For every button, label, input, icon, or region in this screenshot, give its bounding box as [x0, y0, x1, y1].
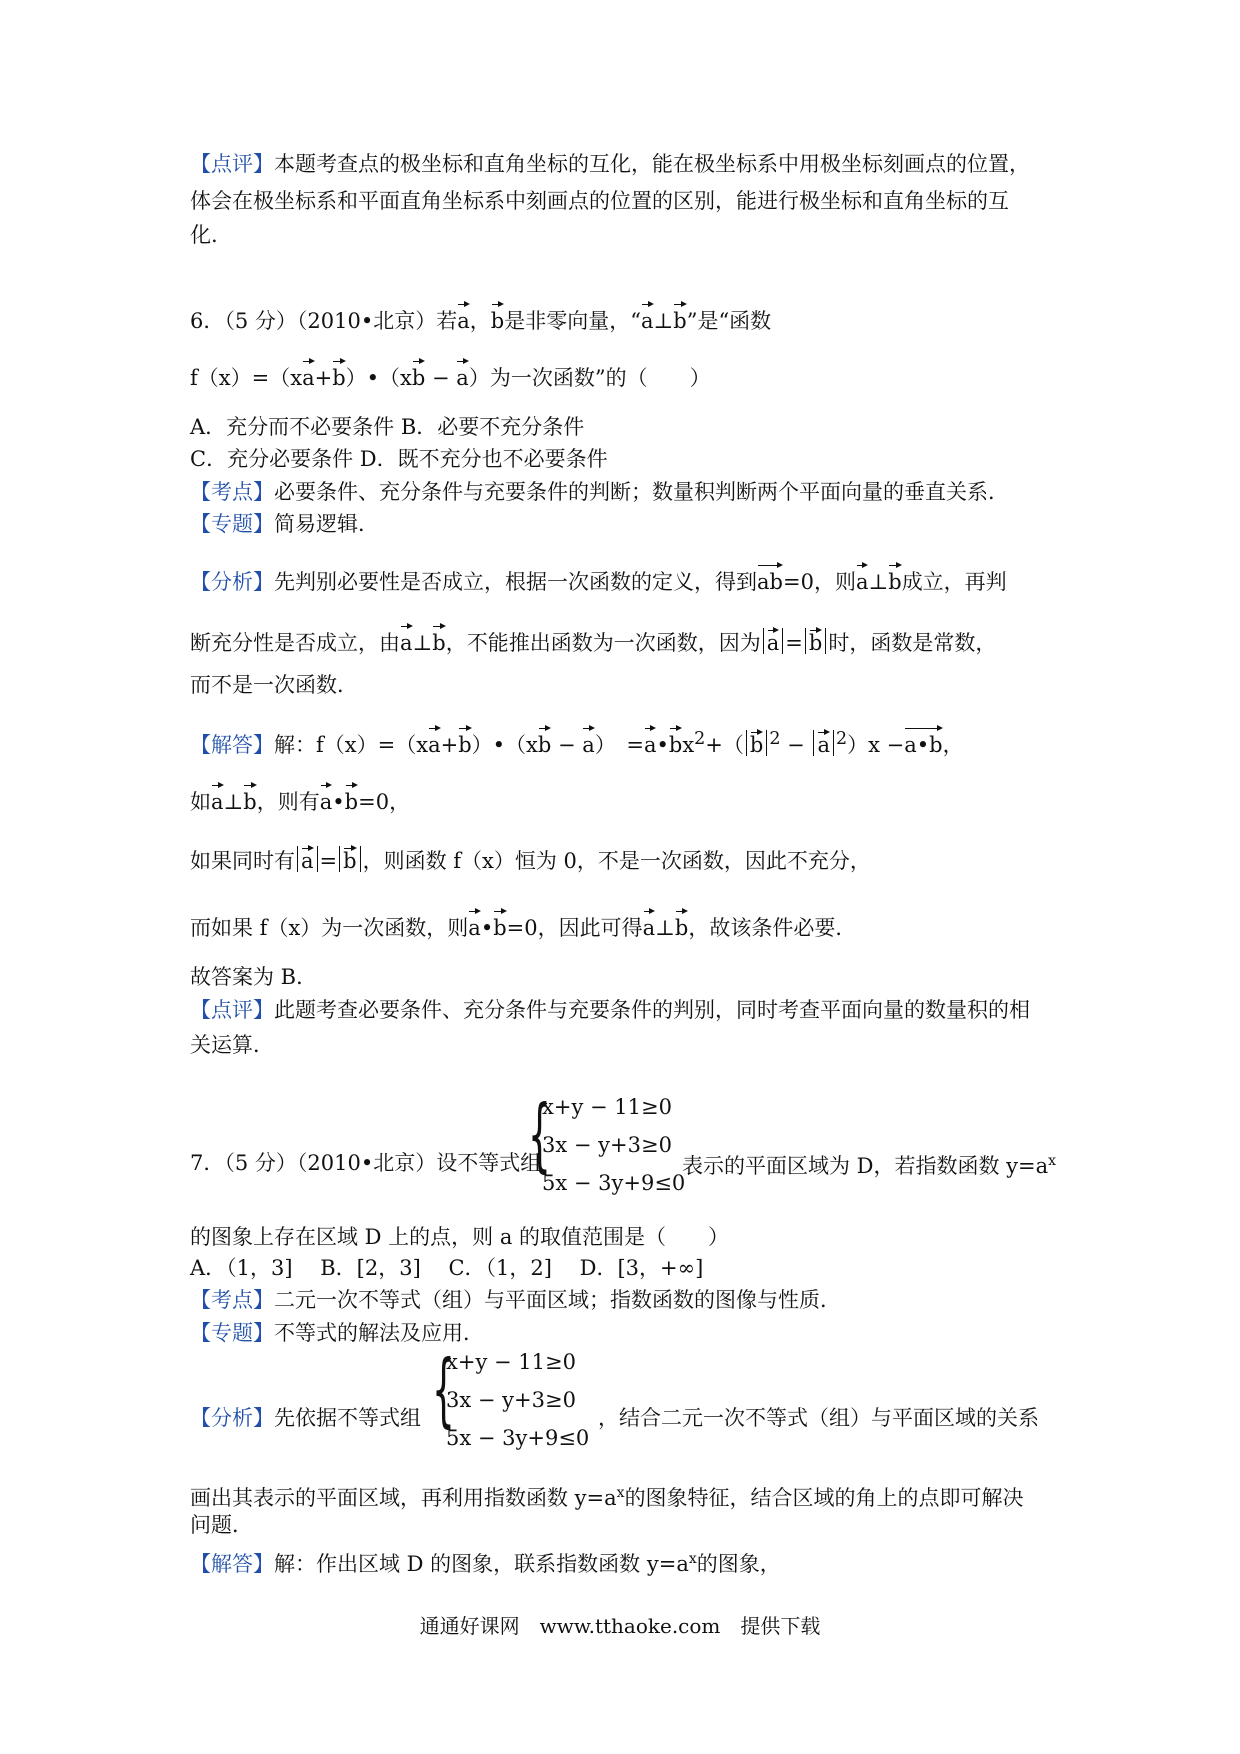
vector-b: b: [669, 726, 682, 760]
inequality-2: 3x − y+3≥0: [542, 1133, 672, 1157]
q6-solution-line-3: [190, 846, 871, 876]
dot-operator: •: [332, 790, 345, 814]
q7-sol-b: 的图象，: [696, 1552, 781, 1576]
q6-sol3-b: ，则函数 f（x）恒为 0，不是一次函数，因此不充分，: [362, 849, 871, 873]
q7-point-line: [190, 1285, 841, 1315]
point-tag: 【考点】: [190, 1288, 274, 1312]
q6-stem-b: 是非零向量，“: [504, 309, 641, 333]
q7-stem-c: 的图象上存在区域 D 上的点，则 a 的取值范围是（ ）: [190, 1225, 730, 1249]
abs-a: [813, 730, 834, 756]
exponent-x: x: [688, 1551, 697, 1567]
q6-solution-line-4: [190, 909, 856, 943]
q6-sol2-a: 如: [190, 790, 211, 814]
q7-point-text: 二元一次不等式（组）与平面区域；指数函数的图像与性质．: [274, 1288, 841, 1312]
q6-analysis-line-3: 而不是一次函数．: [190, 673, 358, 697]
vector-b: b: [888, 563, 901, 597]
q6-topic-text: 简易逻辑．: [274, 512, 379, 536]
vector-b: b: [491, 302, 504, 336]
q6-sol-c: +（: [705, 733, 744, 757]
inequality-2: 3x − y+3≥0: [446, 1388, 576, 1412]
q6-stem-a: 6．（5 分）（2010•北京）若: [190, 309, 458, 333]
vector-a: a: [457, 302, 470, 336]
q7-analysis-line-2: [190, 1478, 1024, 1513]
perp-symbol: ⊥: [655, 916, 675, 940]
answer-tag: 【解答】: [190, 733, 274, 757]
q6-options-cd: C．充分必要条件 D．既不充分也不必要条件: [190, 447, 608, 471]
vector-a: a: [817, 730, 830, 756]
q6-sol-a: 解：f（x）=（x: [274, 733, 429, 757]
q6-analysis-line-2: [190, 624, 996, 658]
page-footer: 通通好课网 www.tthaoke.com 提供下载: [419, 1614, 821, 1638]
comment-tag: 【点评】: [190, 998, 274, 1022]
left-brace: {: [432, 1343, 455, 1436]
q7-analysis-text-a: 先依据不等式组: [274, 1406, 421, 1430]
vector-b: b: [673, 302, 686, 336]
square-exponent: 2: [694, 729, 706, 749]
vector-a: a: [643, 909, 656, 943]
analysis-tag: 【分析】: [190, 570, 274, 594]
vector-a: a: [582, 726, 595, 760]
vector-b: b: [345, 783, 358, 817]
vector-b: b: [675, 909, 688, 943]
vector-b: b: [458, 726, 471, 760]
q7-stem-a: 7．（5 分）（2010•北京）设不等式组: [190, 1151, 542, 1175]
abs-a: [763, 628, 784, 654]
answer-tag: 【解答】: [190, 1552, 274, 1576]
q6-comment-text-1: 此题考查必要条件、充分条件与充要条件的判别，同时考查平面向量的数量积的相: [274, 998, 1030, 1022]
minus-sign: −: [780, 733, 812, 757]
q6-options-ab: A．充分而不必要条件 B．必要不充分条件: [190, 415, 585, 439]
q6-sol-b: ） =: [594, 733, 644, 757]
q6-comment-line-1: [190, 995, 1030, 1025]
abs-a: [297, 846, 318, 872]
inequality-3: 5x − 3y+9≤0: [446, 1426, 590, 1450]
q7-analysis-line-3: 问题．: [190, 1513, 253, 1537]
q6-sol2-b: ，则有: [256, 790, 320, 814]
q6-stem-c: ”是“函数: [686, 309, 772, 333]
vector-b: b: [493, 909, 506, 943]
vector-b: b: [343, 846, 356, 872]
q7-stem-b-text: 表示的平面区域为 D，若指数函数 y=a: [682, 1154, 1049, 1178]
q6-analysis-e: ，不能推出函数为一次函数，因为: [445, 631, 761, 655]
func-part-b: ）为一次函数”的（ ）: [468, 366, 711, 390]
vector-b: b: [538, 726, 551, 760]
equals-sign: =: [319, 849, 338, 873]
q7-analysis-a: [190, 1403, 421, 1433]
square-exponent: 2: [835, 729, 848, 749]
q5-comment-line-2: 体会在极坐标系和平面直角坐标系中刻画点的位置的区别，能进行极坐标和直角坐标的互: [190, 189, 1009, 213]
q6-analysis-line-1: [190, 563, 1007, 597]
vector-a: a: [428, 726, 441, 760]
q7-analysis-b: ，结合二元一次不等式（组）与平面区域的关系: [598, 1406, 1039, 1430]
q5-comment-line-1: [190, 149, 1030, 179]
dot-operator: •: [916, 733, 930, 757]
equals-sign: =: [785, 631, 803, 655]
vector-a: a: [468, 909, 481, 943]
vector-b: b: [243, 783, 256, 817]
q6-comma: ，: [469, 309, 491, 333]
q6-comma: ，: [942, 733, 964, 757]
func-part-a: f（x）=（x: [190, 366, 303, 390]
vector-a: a: [644, 726, 657, 760]
q6-sol-d: ）x −: [847, 733, 905, 757]
vector-b-letter: b: [769, 570, 783, 594]
q6-sol4-a: 而如果 f（x）为一次函数，则: [190, 916, 469, 940]
vector-a-letter: a: [904, 733, 917, 757]
vector-a: a: [641, 302, 654, 336]
perp-symbol: ⊥: [412, 631, 433, 655]
q6-point-text: 必要条件、充分条件与充要条件的判断；数量积判断两个平面向量的垂直关系．: [274, 480, 1009, 504]
q6-sol4-c: ，故该条件必要．: [688, 916, 857, 940]
q7-analysis-text-c: 画出其表示的平面区域，再利用指数函数 y=a: [190, 1486, 617, 1510]
dot-operator: •: [480, 916, 494, 940]
q6-sol2-c: =0，: [358, 790, 411, 814]
q7-sol-a: 解：作出区域 D 的图象，联系指数函数 y=a: [274, 1552, 689, 1576]
comment-tag: 【点评】: [190, 152, 274, 176]
analysis-tag: 【分析】: [190, 1406, 274, 1430]
minus-sign: −: [425, 366, 457, 390]
vector-b: b: [750, 730, 763, 756]
x-var: x: [682, 733, 695, 757]
exponent-x: x: [1048, 1153, 1057, 1169]
plus-sign: +: [440, 733, 459, 757]
q6-point-line: [190, 477, 1009, 507]
vector-ab: [904, 726, 942, 760]
q7-solution-line: [190, 1544, 781, 1579]
dot-operator: •: [656, 733, 669, 757]
vector-a: a: [400, 624, 413, 658]
vector-b-letter: b: [929, 733, 943, 757]
exponent-x: x: [616, 1485, 625, 1501]
vector-a-letter: a: [757, 570, 770, 594]
vector-a: a: [767, 628, 780, 654]
q5-comment-line-3: 化.: [190, 223, 218, 247]
vector-a: a: [301, 846, 314, 872]
topic-tag: 【专题】: [190, 512, 274, 536]
q6-comment-line-2: 关运算．: [190, 1033, 274, 1057]
q7-stem-b: [682, 1146, 1056, 1181]
abs-b: [746, 730, 767, 756]
q5-comment-text-1: 本题考查点的极坐标和直角坐标的互化，能在极坐标系中用极坐标刻画点的位置，: [274, 152, 1030, 176]
q6-analysis-a: 先判别必要性是否成立，根据一次函数的定义，得到: [274, 570, 757, 594]
perp-symbol: ⊥: [868, 570, 889, 594]
vector-a: a: [320, 783, 333, 817]
func-mid: ）•（x: [471, 733, 538, 757]
vector-a: a: [456, 359, 469, 393]
inequality-1: x+y − 11≥0: [542, 1095, 672, 1119]
inequality-1: x+y − 11≥0: [446, 1350, 576, 1374]
perp-symbol: ⊥: [653, 309, 674, 333]
topic-tag: 【专题】: [190, 1321, 274, 1345]
left-brace: {: [528, 1088, 551, 1181]
point-tag: 【考点】: [190, 480, 274, 504]
q7-topic-text: 不等式的解法及应用．: [274, 1321, 484, 1345]
abs-b: [805, 628, 826, 654]
q6-analysis-c: 成立，再判: [901, 570, 1007, 594]
square-exponent: 2: [769, 729, 781, 749]
inequality-3: 5x − 3y+9≤0: [542, 1171, 686, 1195]
q6-sol3-a: 如果同时有: [190, 849, 295, 873]
q6-solution-line-1: [190, 724, 964, 760]
perp-symbol: ⊥: [223, 790, 244, 814]
vector-b: b: [332, 359, 345, 393]
q6-solution-line-2: [190, 783, 410, 817]
q6-analysis-f: 时，函数是常数，: [828, 631, 997, 655]
vector-ab: [757, 563, 783, 597]
vector-b: b: [809, 628, 822, 654]
plus-sign: +: [314, 366, 333, 390]
vector-a: a: [302, 359, 315, 393]
vector-a: a: [856, 563, 869, 597]
q6-topic-line: [190, 509, 379, 539]
q7-options: A．（1，3] B．[2，3] C．（1，2] D．[3，+∞]: [190, 1256, 704, 1280]
q6-analysis-d: 断充分性是否成立，由: [190, 631, 400, 655]
q6-stem-line-1: [190, 302, 771, 336]
q6-final-answer: 故答案为 B．: [190, 965, 318, 989]
vector-a: a: [211, 783, 224, 817]
minus-sign: −: [551, 733, 583, 757]
abs-b: [339, 846, 360, 872]
func-mid: ）•（x: [345, 366, 412, 390]
q6-function-line: [190, 359, 711, 393]
vector-b: b: [412, 359, 425, 393]
q6-sol4-b: =0，因此可得: [506, 916, 643, 940]
q7-analysis-text-d: 的图象特征，结合区域的角上的点即可解决: [624, 1486, 1024, 1510]
vector-b: b: [432, 624, 445, 658]
q6-analysis-b: =0，则: [782, 570, 856, 594]
